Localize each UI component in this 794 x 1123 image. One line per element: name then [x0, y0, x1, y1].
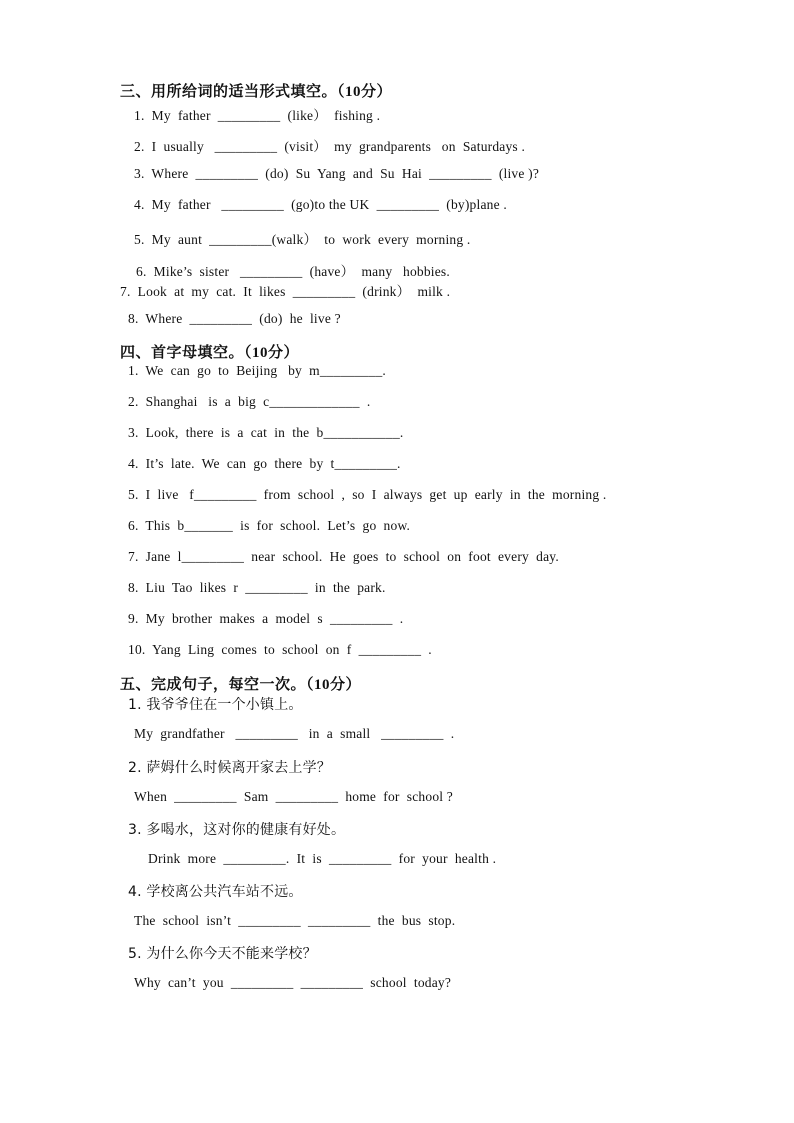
s3-question-6: 6. Mike’s sister _________ (have） many hobbies. [136, 264, 450, 279]
s4-question-7: 7. Jane l_________ near school. He goes to school on foot every day. [128, 549, 559, 564]
s3-question-5: 5. My aunt _________(walk） to work every morning . [134, 232, 471, 247]
section-5-heading: 五、完成句子，每空一次。（10分） [120, 677, 362, 693]
s5-item-2-chinese: 2. 萨姆什么时候离开家去上学？ [128, 760, 332, 776]
s4-question-3: 3. Look, there is a cat in the b___________. [128, 425, 404, 440]
section-4-heading: 四、首字母填空。（10分） [120, 345, 300, 361]
s3-question-8: 8. Where _________ (do) he live ? [128, 311, 341, 326]
s3-question-4: 4. My father _________ (go)to the UK _________ (by)plane . [134, 197, 507, 212]
s4-question-8: 8. Liu Tao likes r _________ in the park. [128, 580, 386, 595]
s5-item-1-english: My grandfather _________ in a small _________ . [134, 726, 455, 741]
s4-question-1: 1. We can go to Beijing by m_________. [128, 363, 386, 378]
s4-question-2: 2. Shanghai is a big c_____________ . [128, 394, 371, 409]
s5-item-3-chinese: 3. 多喝水，这对你的健康有好处。 [128, 822, 346, 838]
s4-question-10: 10. Yang Ling comes to school on f _________ . [128, 642, 432, 657]
s5-item-5-english: Why can’t you _________ _________ school today? [134, 975, 452, 990]
s4-question-5: 5. I live f_________ from school , so I always get up early in the morning . [128, 487, 607, 502]
s3-question-1: 1. My father _________ (like） fishing . [134, 108, 381, 123]
s4-question-6: 6. This b_______ is for school. Let’s go now. [128, 518, 411, 533]
s3-question-2: 2. I usually _________ (visit） my grandparents on Saturdays . [134, 139, 526, 154]
section-3-heading: 三、用所给词的适当形式填空。（10分） [120, 84, 393, 100]
s3-question-3: 3. Where _________ (do) Su Yang and Su Hai _________ (live )? [134, 166, 540, 181]
s3-question-7: 7. Look at my cat. It likes _________ (drink） milk . [120, 284, 451, 299]
s5-item-5-chinese: 5. 为什么你今天不能来学校？ [128, 946, 317, 962]
s5-item-3-english: Drink more _________. It is _________ for your health . [148, 851, 497, 866]
s5-item-4-chinese: 4. 学校离公共汽车站不远。 [128, 884, 303, 900]
s4-question-9: 9. My brother makes a model s _________ . [128, 611, 404, 626]
s5-item-4-english: The school isn’t _________ _________ the bus stop. [134, 913, 456, 928]
s4-question-4: 4. It’s late. We can go there by t_________. [128, 456, 401, 471]
s5-item-1-chinese: 1. 我爷爷住在一个小镇上。 [128, 697, 303, 713]
s5-item-2-english: When _________ Sam _________ home for school ? [134, 789, 453, 804]
